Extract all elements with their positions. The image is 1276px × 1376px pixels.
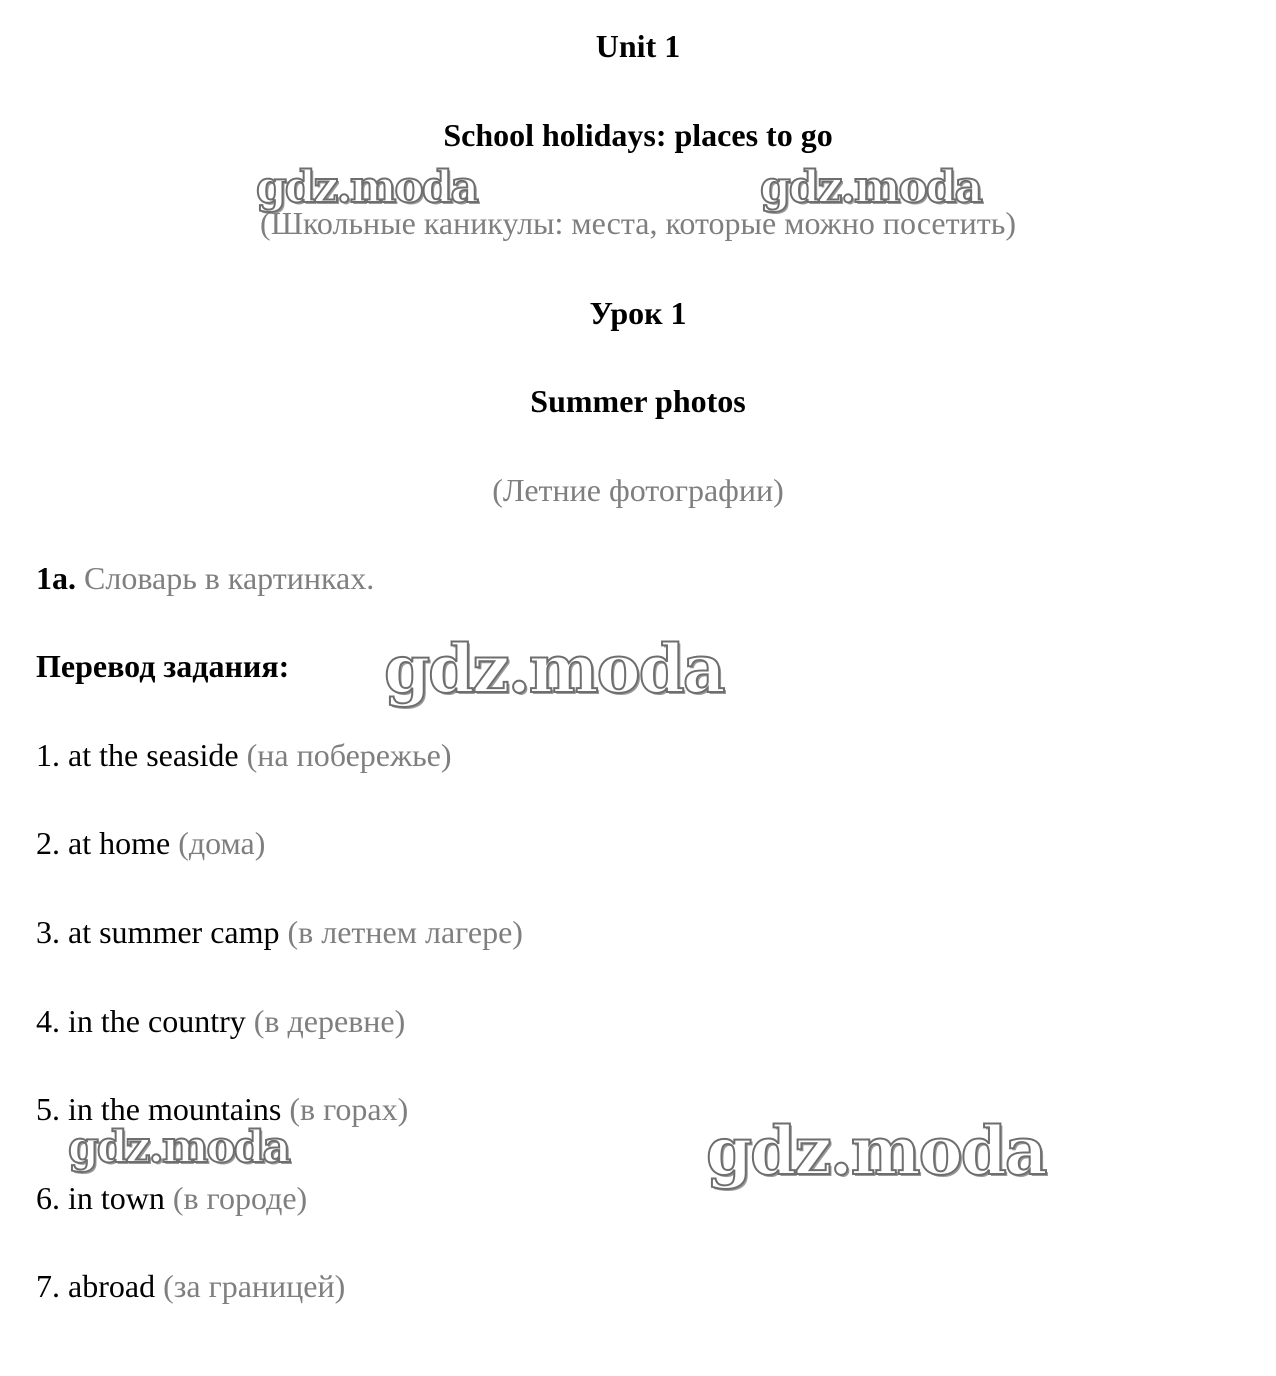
vocabulary-russian: (в летнем лагере) xyxy=(287,914,523,950)
vocabulary-russian: (на побережье) xyxy=(246,737,452,773)
unit-title: Unit 1 xyxy=(595,28,681,64)
watermark-logo: gdz.moda xyxy=(68,1122,290,1173)
vocabulary-russian: (в горах) xyxy=(289,1091,409,1127)
vocabulary-item xyxy=(36,914,523,951)
vocabulary-english: 3. at summer camp xyxy=(36,914,280,950)
vocabulary-russian: (в городе) xyxy=(172,1180,308,1216)
watermark-logo: gdz.moda xyxy=(256,162,478,213)
watermark-logo: gdz.moda xyxy=(384,630,724,708)
vocabulary-english: 6. in town xyxy=(36,1180,165,1216)
task-translation-label: Перевод задания: xyxy=(36,648,290,684)
exercise-instruction: Словарь в картинках. xyxy=(84,560,375,596)
vocabulary-russian: (дома) xyxy=(178,825,266,861)
vocabulary-english: 5. in the mountains xyxy=(36,1091,282,1127)
vocabulary-english: 2. at home xyxy=(36,825,171,861)
vocabulary-english: 4. in the country xyxy=(36,1003,246,1039)
vocabulary-russian: (за границей) xyxy=(163,1268,346,1304)
watermark-logo: gdz.moda xyxy=(760,162,982,213)
vocabulary-english: 1. at the seaside xyxy=(36,737,239,773)
exercise-number: 1a. xyxy=(36,560,76,596)
lesson-title: Урок 1 xyxy=(589,295,687,331)
unit-subtitle-translation: (Школьные каникулы: места, которые можно посетить) xyxy=(260,205,1016,241)
vocabulary-item xyxy=(36,737,452,774)
lesson-subtitle-translation: (Летние фотографии) xyxy=(492,472,784,508)
exercise-heading xyxy=(36,560,374,597)
vocabulary-russian: (в деревне) xyxy=(253,1003,406,1039)
vocabulary-item xyxy=(36,1268,345,1305)
vocabulary-english: 7. abroad xyxy=(36,1268,156,1304)
watermark-logo: gdz.moda xyxy=(706,1112,1046,1190)
vocabulary-item xyxy=(36,1180,307,1217)
vocabulary-item xyxy=(36,825,265,862)
unit-subtitle: School holidays: places to go xyxy=(443,117,833,153)
lesson-subtitle: Summer photos xyxy=(530,383,746,419)
vocabulary-item xyxy=(36,1003,405,1040)
